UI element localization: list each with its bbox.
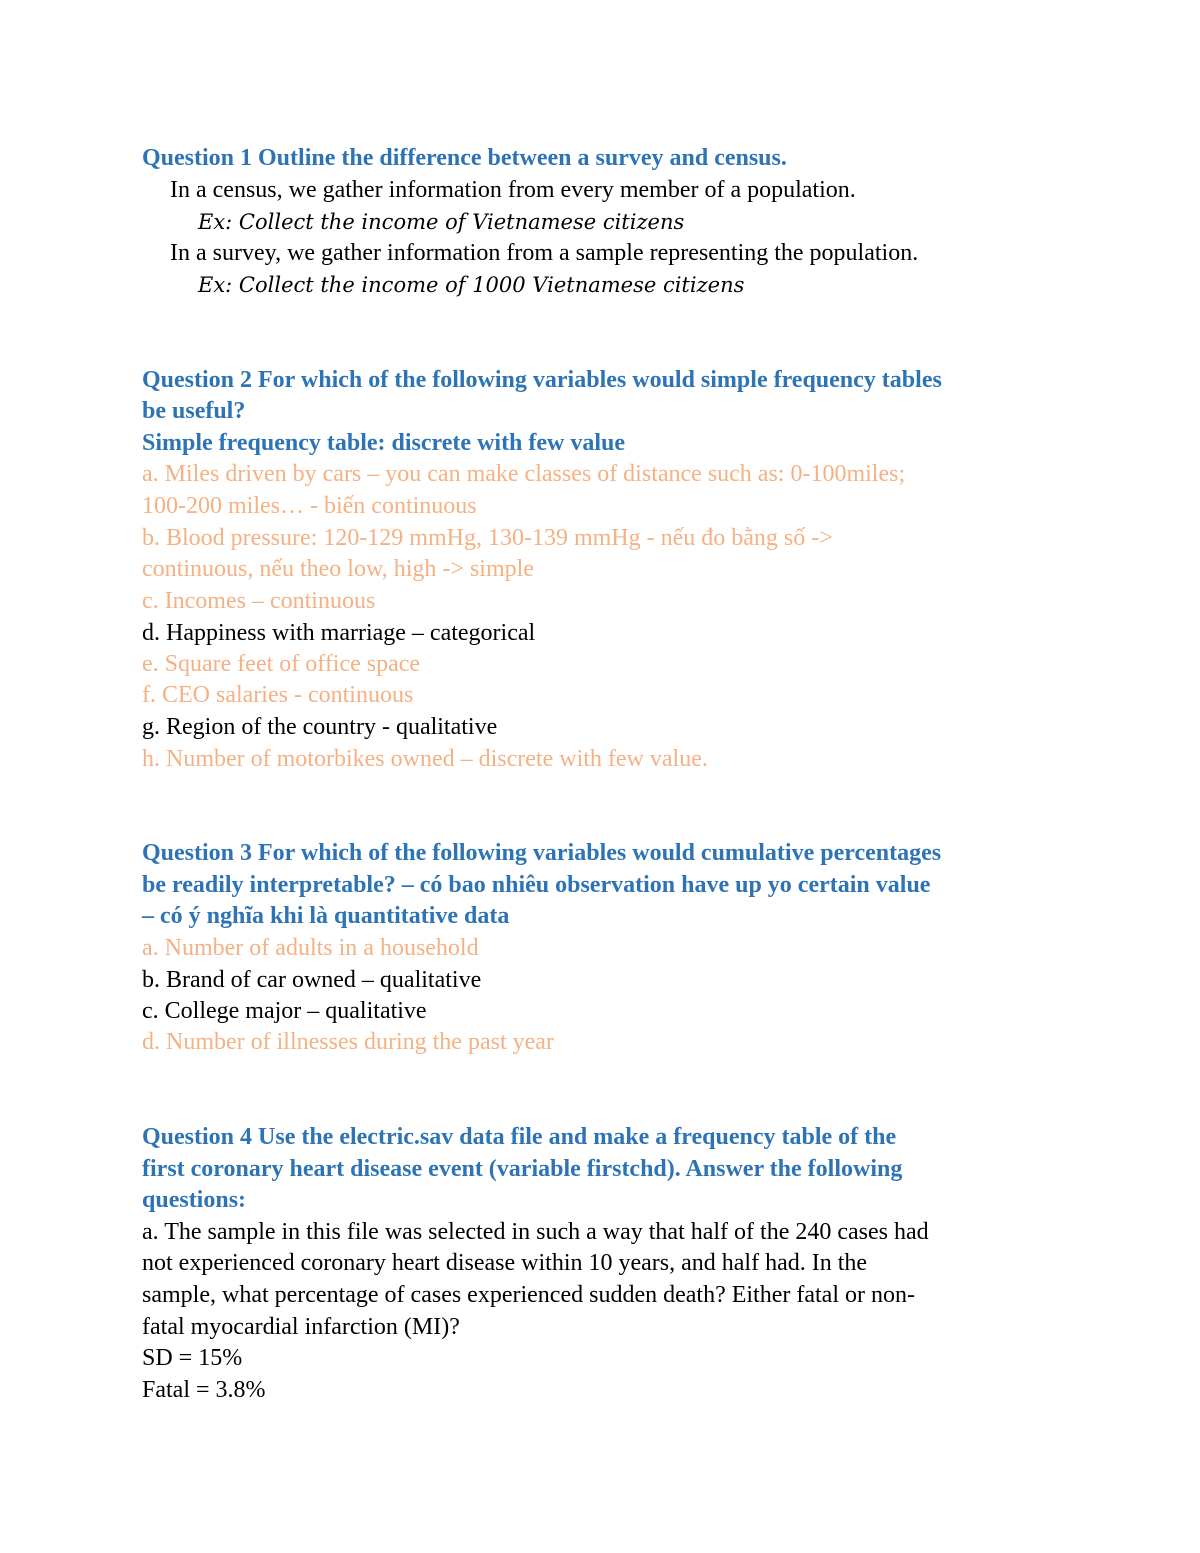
q2-item-e: e. Square feet of office space — [142, 651, 421, 677]
q3-item-b: b. Brand of car owned – qualitative — [142, 967, 482, 993]
q1-survey-text: In a survey, we gather information from a sample representing the population. — [170, 240, 919, 266]
q3-item-d: d. Number of illnesses during the past year — [142, 1029, 554, 1055]
q2-item-c: c. Incomes – continuous — [142, 588, 376, 614]
q1-census-example: Ex: Collect the income of Vietnamese citizens — [198, 210, 685, 234]
q3-item-a: a. Number of adults in a household — [142, 935, 479, 961]
q2-item-b-line-2: continuous, nếu theo low, high -> simple — [142, 556, 534, 582]
q2-item-g: g. Region of the country - qualitative — [142, 714, 498, 740]
q4-title-line-2: first coronary heart disease event (variable firstchd). Answer the following — [142, 1156, 903, 1182]
q4-answer-sd: SD = 15% — [142, 1345, 243, 1371]
q4-item-a-line-1: a. The sample in this file was selected in such a way that half of the 240 cases had — [142, 1219, 929, 1245]
q2-item-f: f. CEO salaries - continuous — [142, 682, 414, 708]
q3-title-line-1: Question 3 For which of the following variables would cumulative percentages — [142, 840, 942, 866]
q1-title: Question 1 Outline the difference between a survey and census. — [142, 145, 787, 171]
q4-item-a-line-4: fatal myocardial infarction (MI)? — [142, 1314, 460, 1340]
q3-title-line-2: be readily interpretable? – có bao nhiêu observation have up yo certain value — [142, 872, 931, 898]
q1-census-text: In a census, we gather information from every member of a population. — [170, 177, 856, 203]
q4-answer-fatal: Fatal = 3.8% — [142, 1377, 266, 1403]
q2-title-line-1: Question 2 For which of the following variables would simple frequency tables — [142, 367, 942, 393]
q3-item-c: c. College major – qualitative — [142, 998, 427, 1024]
q4-item-a-line-3: sample, what percentage of cases experienced sudden death? Either fatal or non- — [142, 1282, 915, 1308]
q2-item-h: h. Number of motorbikes owned – discrete with few value. — [142, 746, 708, 772]
q2-title-line-2: be useful? — [142, 398, 246, 424]
q1-survey-example: Ex: Collect the income of 1000 Vietnamese citizens — [198, 273, 745, 297]
q2-subtitle: Simple frequency table: discrete with few value — [142, 430, 626, 456]
q2-item-b-line-1: b. Blood pressure: 120-129 mmHg, 130-139 mmHg - nếu đo bằng số -> — [142, 525, 833, 551]
q2-item-a-line-2: 100-200 miles… - biến continuous — [142, 493, 477, 519]
q4-title-line-3: questions: — [142, 1187, 247, 1213]
q3-title-line-3: – có ý nghĩa khi là quantitative data — [142, 903, 510, 929]
q2-item-d: d. Happiness with marriage – categorical — [142, 620, 536, 646]
q4-item-a-line-2: not experienced coronary heart disease within 10 years, and half had. In the — [142, 1250, 868, 1276]
q4-title-line-1: Question 4 Use the electric.sav data file and make a frequency table of the — [142, 1124, 897, 1150]
q2-item-a-line-1: a. Miles driven by cars – you can make classes of distance such as: 0-100miles; — [142, 461, 906, 487]
